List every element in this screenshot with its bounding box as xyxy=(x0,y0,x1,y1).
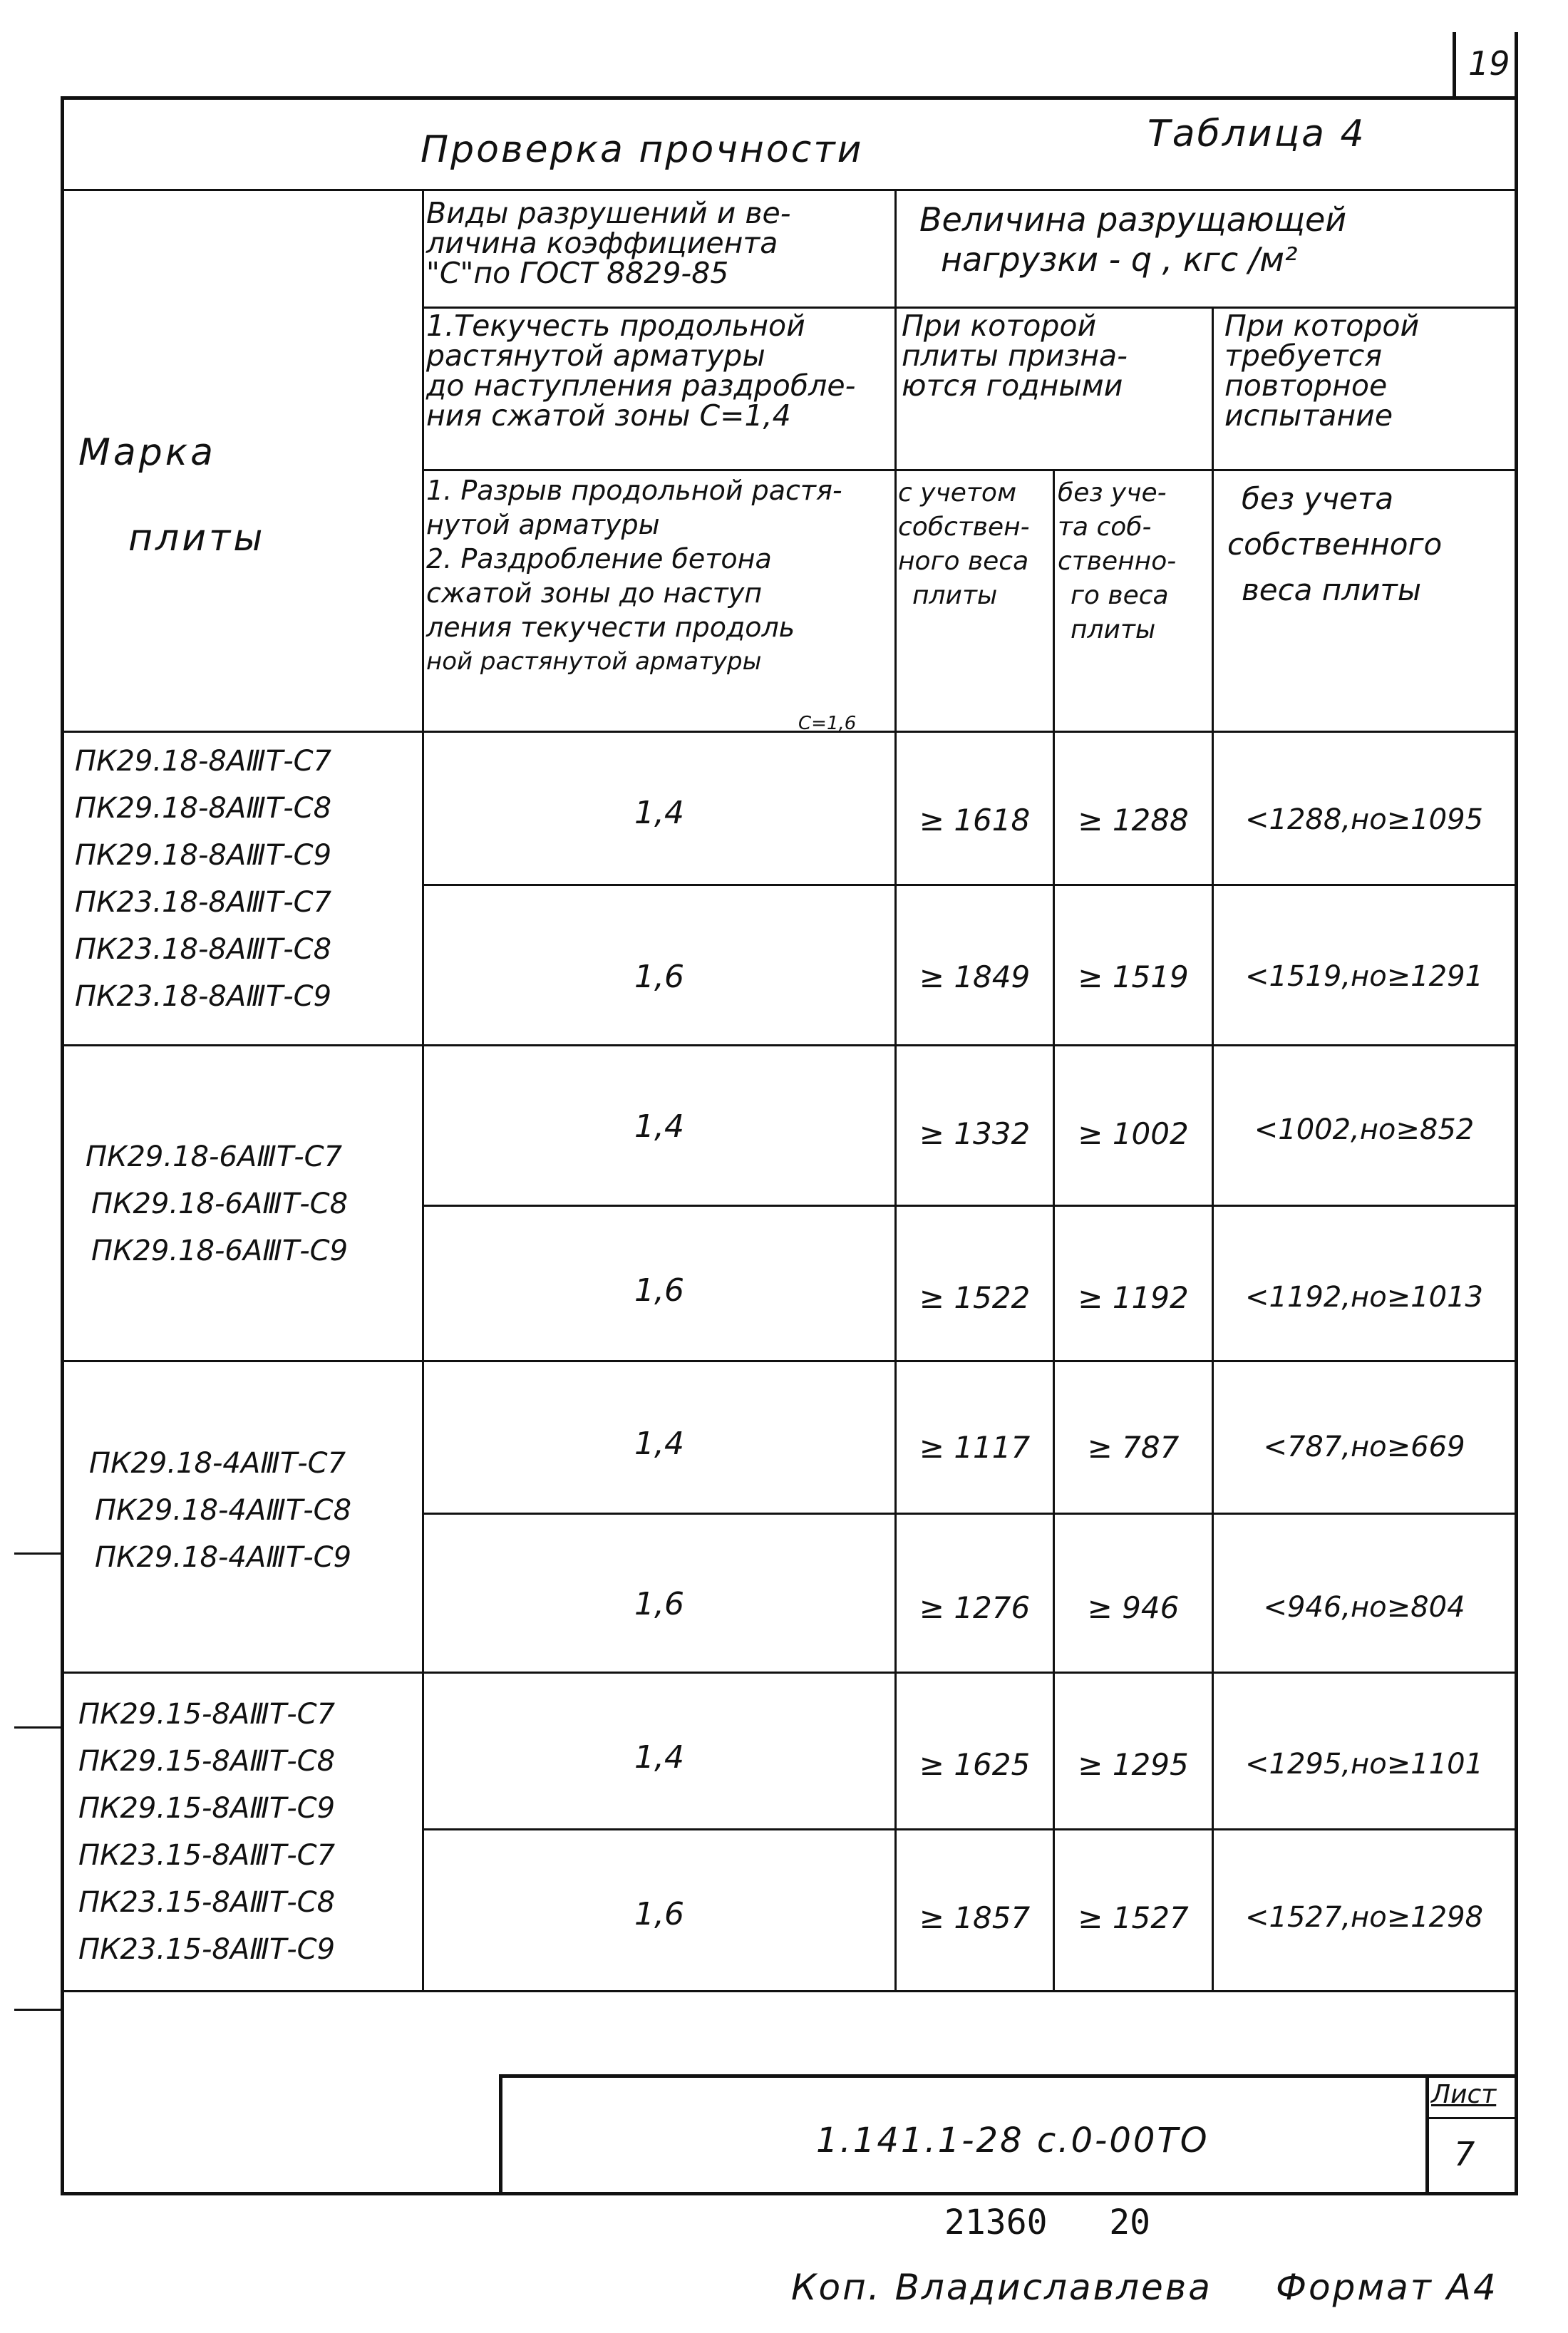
row-with-weight: ≥ 1625 xyxy=(919,1746,1031,1782)
header-text-line: без уче- xyxy=(1058,478,1167,508)
header-text-line: 2. Раздробление бетона xyxy=(426,543,772,575)
row-c-value: 1,4 xyxy=(634,1425,684,1462)
row-c-value: 1,6 xyxy=(634,1895,684,1932)
header-text-line: испытание xyxy=(1224,398,1393,433)
marks-group-1 xyxy=(75,738,331,1020)
header-text-line: собствен- xyxy=(898,513,1030,542)
header-text-line: растянутой арматуры xyxy=(426,339,765,373)
header-text-line: плиты призна- xyxy=(902,339,1128,373)
header-line-2 xyxy=(422,469,1518,471)
stamp-sheet-number: 7 xyxy=(1454,2135,1475,2173)
header-types-bottom xyxy=(426,473,842,679)
margin-tick xyxy=(14,2009,64,2011)
mark-label: ПК29.15-8АⅢТ-С7 xyxy=(78,1698,336,1731)
frame-bottom xyxy=(61,2192,1518,2195)
header-text-line: 1. Разрыв продольной растя- xyxy=(426,475,842,506)
row-with-weight: ≥ 1849 xyxy=(919,959,1031,994)
mark-label: ПК29.18-8АⅢТ-С8 xyxy=(75,792,332,825)
row-line xyxy=(422,1513,1518,1515)
frame-left xyxy=(61,96,64,2195)
header-text-line: При которой xyxy=(1224,309,1420,343)
row-line xyxy=(422,1205,1518,1207)
header-types-top xyxy=(426,198,791,288)
header-types-mid xyxy=(426,311,855,431)
row-with-weight: ≥ 1618 xyxy=(919,802,1031,838)
margin-tick xyxy=(14,1726,64,1729)
header-bottom xyxy=(61,731,1518,733)
header-mark-line: плиты xyxy=(128,517,266,560)
row-without-weight: ≥ 1192 xyxy=(1078,1279,1189,1315)
footer-numbers: 21360 20 xyxy=(944,2203,1150,2242)
row-with-weight: ≥ 1276 xyxy=(919,1590,1031,1625)
row-without-weight: ≥ 1002 xyxy=(1078,1116,1189,1151)
table-top xyxy=(61,189,1518,191)
page-title: Проверка прочности xyxy=(421,128,864,171)
stamp-sheet-line xyxy=(1425,2117,1518,2119)
mark-label: ПК29.18-6АⅢТ-С7 xyxy=(86,1140,343,1173)
header-text-line: ственно- xyxy=(1058,547,1177,576)
row-c-value: 1,6 xyxy=(634,1272,684,1309)
row-retest: <946,но≥804 xyxy=(1263,1591,1465,1624)
mark-label: ПК29.18-4АⅢТ-С7 xyxy=(89,1447,346,1480)
mark-label: ПК23.15-8АⅢТ-С9 xyxy=(78,1933,336,1966)
table-label: Таблица 4 xyxy=(1147,113,1366,155)
mark-label: ПК29.18-8АⅢТ-С9 xyxy=(75,839,332,872)
group-line xyxy=(61,1672,1518,1674)
header-text-line: ния сжатой зоны С=1,4 xyxy=(426,398,791,433)
mark-label: ПК29.18-4АⅢТ-С9 xyxy=(95,1541,352,1574)
mark-label: ПК23.18-8АⅢТ-С8 xyxy=(75,933,332,966)
row-without-weight: ≥ 1295 xyxy=(1078,1746,1189,1782)
header-text-line: повторное xyxy=(1224,369,1388,403)
row-retest: <1192,но≥1013 xyxy=(1245,1281,1483,1314)
header-text-line: плиты xyxy=(1071,615,1156,644)
row-c-value: 1,4 xyxy=(634,1739,684,1776)
stamp-code: 1.141.1-28 с.0-00ТО xyxy=(816,2121,1209,2161)
row-line xyxy=(422,884,1518,886)
page-number: 19 xyxy=(1468,44,1510,83)
stamp-divider xyxy=(1425,2074,1429,2195)
header-text-line: с учетом xyxy=(898,478,1017,508)
row-without-weight: ≥ 1527 xyxy=(1078,1900,1189,1935)
header-text-line: "C"по ГОСТ 8829-85 xyxy=(426,256,729,290)
header-text-line: ной растянутой арматуры xyxy=(426,647,762,676)
group-line xyxy=(61,1044,1518,1046)
row-without-weight: ≥ 787 xyxy=(1087,1429,1180,1465)
footer-copy: Коп. Владиславлева xyxy=(791,2267,1212,2308)
row-with-weight: ≥ 1117 xyxy=(919,1429,1031,1465)
header-text-line: требуется xyxy=(1224,339,1382,373)
header-text-line: та соб- xyxy=(1058,513,1152,542)
header-text-line: 1.Текучесть продольной xyxy=(426,309,805,343)
row-without-weight: ≥ 946 xyxy=(1087,1590,1180,1625)
stamp-top xyxy=(499,2074,1518,2078)
row-c-value: 1,6 xyxy=(634,1585,684,1622)
mark-label: ПК29.18-6АⅢТ-С8 xyxy=(91,1188,349,1220)
row-c-value: 1,4 xyxy=(634,794,684,831)
row-retest: <1527,но≥1298 xyxy=(1245,1901,1483,1934)
row-without-weight: ≥ 1288 xyxy=(1078,802,1189,838)
table-bottom xyxy=(61,1990,1518,1992)
mark-label: ПК23.15-8АⅢТ-С7 xyxy=(78,1839,336,1872)
row-retest: <1288,но≥1095 xyxy=(1245,803,1483,836)
header-text-line: нутой арматуры xyxy=(426,509,660,540)
stamp-sheet-label: Лист xyxy=(1431,2080,1497,2109)
mark-label: ПК29.18-8АⅢТ-С7 xyxy=(75,745,332,778)
row-retest: <1002,но≥852 xyxy=(1254,1113,1475,1146)
row-c-value: 1,6 xyxy=(634,958,684,995)
row-with-weight: ≥ 1332 xyxy=(919,1116,1031,1151)
marks-group-3 xyxy=(89,1440,351,1581)
row-retest: <1295,но≥1101 xyxy=(1245,1748,1483,1781)
header-with-weight xyxy=(898,476,1030,613)
marks-group-2 xyxy=(86,1133,348,1274)
header-fit xyxy=(902,311,1128,401)
header-text-line: плиты xyxy=(912,581,998,610)
margin-tick xyxy=(14,1552,64,1555)
header-text-line: сжатой зоны до наступ xyxy=(426,577,763,609)
row-retest: <1519,но≥1291 xyxy=(1245,960,1483,993)
header-mark xyxy=(78,431,265,560)
header-text-line: личина коэффициента xyxy=(426,226,778,260)
mark-label: ПК29.15-8АⅢТ-С9 xyxy=(78,1792,336,1825)
header-text-line: го веса xyxy=(1071,581,1169,610)
header-without-weight xyxy=(1058,476,1176,647)
row-without-weight: ≥ 1519 xyxy=(1078,959,1189,994)
marks-group-4 xyxy=(78,1691,335,1973)
stamp-left xyxy=(499,2074,502,2195)
header-c-value: С=1,6 xyxy=(798,713,857,734)
mark-label: ПК23.15-8АⅢТ-С8 xyxy=(78,1886,336,1919)
row-c-value: 1,4 xyxy=(634,1108,684,1145)
page-number-divider xyxy=(1453,32,1456,98)
mark-label: ПК23.18-8АⅢТ-С9 xyxy=(75,980,332,1013)
row-with-weight: ≥ 1522 xyxy=(919,1279,1031,1315)
header-text-line: ного веса xyxy=(898,547,1029,576)
mark-label: ПК29.15-8АⅢТ-С8 xyxy=(78,1745,336,1778)
row-retest: <787,но≥669 xyxy=(1263,1431,1465,1463)
header-text-line: без учета xyxy=(1242,481,1394,516)
header-text-line: ются годными xyxy=(902,369,1123,403)
header-text-line: нагрузки - q , кгс /м² xyxy=(941,240,1298,279)
row-with-weight: ≥ 1857 xyxy=(919,1900,1031,1935)
mark-label: ПК29.18-4АⅢТ-С8 xyxy=(95,1494,352,1527)
header-load-top xyxy=(919,200,1346,279)
header-retest-sub xyxy=(1227,476,1442,613)
header-text-line: При которой xyxy=(902,309,1097,343)
header-text-line: веса плиты xyxy=(1242,572,1421,607)
frame-right xyxy=(1515,32,1518,2195)
mark-label: ПК29.18-6АⅢТ-С9 xyxy=(91,1235,349,1267)
header-text-line: до наступления раздробле- xyxy=(426,369,856,403)
header-retest xyxy=(1224,311,1419,431)
row-line xyxy=(422,1828,1518,1830)
frame-top xyxy=(61,96,1518,100)
group-line xyxy=(61,1360,1518,1362)
header-text-line: ления текучести продоль xyxy=(426,612,795,643)
footer-format: Формат А4 xyxy=(1276,2267,1498,2308)
header-text-line: собственного xyxy=(1227,527,1443,562)
header-mark-line: Марка xyxy=(78,431,217,474)
mark-label: ПК23.18-8АⅢТ-С7 xyxy=(75,886,332,919)
header-text-line: Виды разрушений и ве- xyxy=(426,196,791,230)
header-text-line: Величина разрущающей xyxy=(919,200,1347,239)
